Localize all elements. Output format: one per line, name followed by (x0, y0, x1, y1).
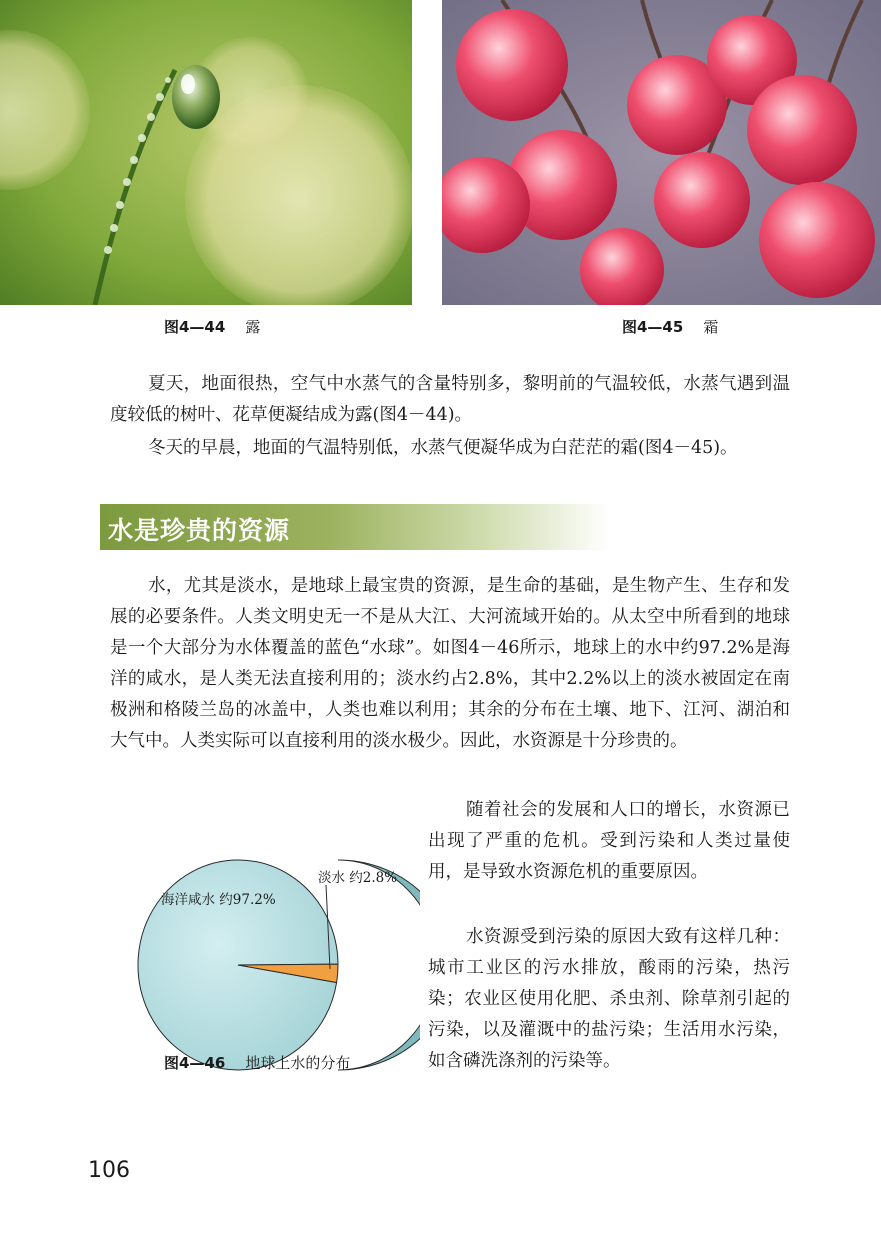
section-heading-banner (100, 504, 610, 550)
figure-44-caption (164, 316, 260, 337)
paragraph-dew: 夏天，地面很热，空气中水蒸气的含量特别多，黎明前的气温较低，水蒸气遇到温度较低的树叶、花草便凝结成为露(图4－44)。 (110, 374, 790, 425)
section-title: 水是珍贵的资源 (108, 516, 291, 545)
frost-photo-illustration (442, 0, 881, 305)
page-number: 106 (88, 1158, 130, 1183)
paragraph-water-crisis: 随着社会的发展和人口的增长，水资源已出现了严重的危机。受到污染和人类过量使用，是导致水资源危机的重要原因。 (428, 800, 790, 882)
dew-photo-illustration (0, 0, 412, 305)
frost-photo (442, 0, 881, 305)
figure-44-number: 图4—44 (164, 318, 226, 336)
paragraph-frost: 冬天的早晨，地面的气温特别低，水蒸气便凝华成为白茫茫的霜(图4－45)。 (148, 438, 738, 458)
paragraph-water-resource: 水，尤其是淡水，是地球上最宝贵的资源，是生命的基础，是生物产生、生存和发展的必要条件。人类文明史无一不是从大江、大河流域开始的。从太空中所看到的地球是一个大部分为水体覆盖的蓝色“水球”。如图4－46所示，地球上的水中约97.2%是海洋的咸水，是人类无法直接利用的；淡水约占2.8%，其中2.2%以上的淡水被固定在南极洲和格陵兰岛的冰盖中，人类也难以利用；其余的分布在土壤、地下、江河、湖泊和大气中。人类实际可以直接利用的淡水极少。因此，水资源是十分珍贵的。 (110, 576, 790, 751)
figure-46-caption (164, 1052, 350, 1073)
figure-45-number: 图4—45 (622, 318, 684, 336)
dew-photo (0, 0, 412, 305)
paragraph-pollution-causes: 水资源受到污染的原因大致有这样几种：城市工业区的污水排放，酸雨的污染，热污染；农业区使用化肥、杀虫剂、除草剂引起的污染，以及灌溉中的盐污染；生活用水污染，如含磷洗涤剂的污染等。 (428, 927, 790, 1071)
figure-46-number: 图4—46 (164, 1054, 226, 1072)
water-distribution-figure (130, 830, 420, 1080)
pie-label-ocean-water: 海洋咸水 约97.2% (161, 892, 276, 908)
figure-46-title: 地球上水的分布 (245, 1054, 351, 1072)
figure-45-caption (622, 316, 718, 337)
figure-45-title: 霜 (703, 318, 719, 336)
pie-label-fresh-water: 淡水 约2.8% (318, 870, 398, 886)
figure-44-title: 露 (245, 318, 261, 336)
pie-disc-edge (338, 860, 420, 1070)
